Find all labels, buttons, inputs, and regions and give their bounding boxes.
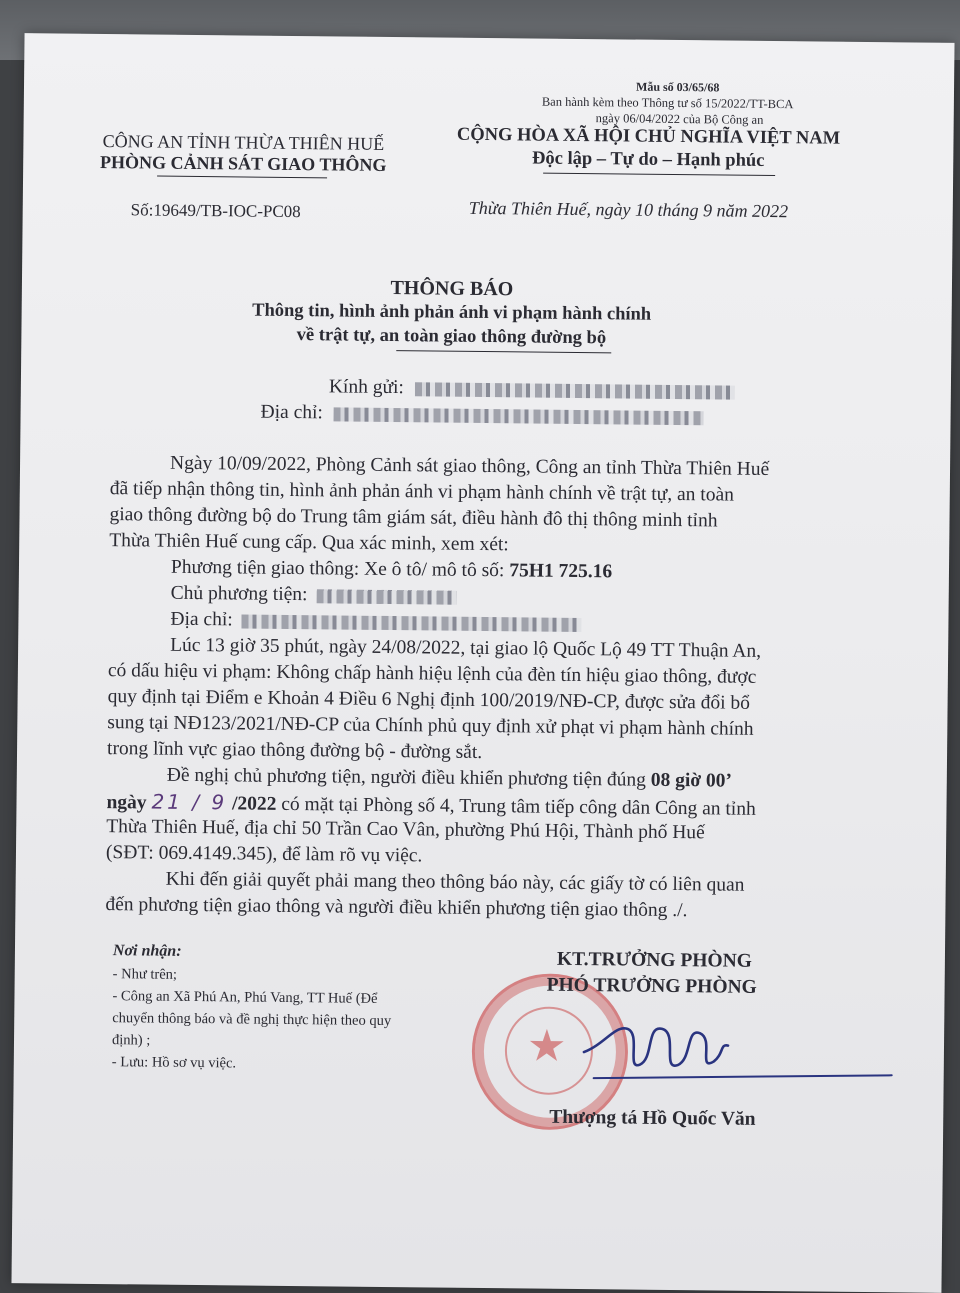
star-icon: ★ bbox=[526, 1021, 567, 1071]
recipient-item-1: - Như trên; bbox=[112, 966, 178, 983]
violation-line-5: trong lĩnh vực giao thông đường bộ - đường sắt. bbox=[106, 738, 483, 763]
day-label: ngày bbox=[106, 792, 147, 814]
owner-line bbox=[171, 581, 457, 610]
country-name: CỘNG HÒA XÃ HỘI CHỦ NGHĨA VIỆT NAM bbox=[456, 124, 841, 149]
agency-department: PHÒNG CẢNH SÁT GIAO THÔNG bbox=[99, 151, 387, 175]
owner-label: Chủ phương tiện: bbox=[170, 582, 308, 606]
recipient-item-2-line-1: - Công an Xã Phú An, Phú Vang, TT Huế (Để bbox=[112, 988, 378, 1007]
redacted-owner-name bbox=[316, 589, 456, 604]
closing-line-1: Khi đến giải quyết phải mang theo thông báo này, các giấy tờ có liên quan bbox=[165, 868, 745, 896]
owner-address-label: Địa chỉ: bbox=[170, 608, 233, 631]
body-paragraph-1-line-3: giao thông đường bộ do Trung tâm giám sát, điều hành đô thị thông minh tỉnh bbox=[109, 504, 718, 532]
body-paragraph-1-line-4: Thừa Thiên Huế cung cấp. Qua xác minh, xem xét: bbox=[109, 530, 509, 556]
signature-authority: KT.TRƯỞNG PHÒNG bbox=[556, 948, 753, 972]
agency-name: CÔNG AN TỈNH THỪA THIÊN HUẾ bbox=[102, 130, 385, 154]
signature-position: PHÓ TRƯỞNG PHÒNG bbox=[546, 974, 757, 998]
handwritten-day: 21 / 9 bbox=[151, 789, 228, 815]
to-label: Kính gửi: bbox=[328, 376, 405, 399]
request-line-4: (SĐT: 069.4149.345), để làm rõ vụ việc. bbox=[105, 842, 423, 867]
motto-underline bbox=[543, 173, 775, 176]
document-number: Số:19649/TB-IOC-PC08 bbox=[130, 200, 301, 222]
form-number: Mẫu số 03/65/68 bbox=[635, 79, 720, 95]
recipients-label: Nơi nhận: bbox=[112, 942, 182, 960]
closing-line-2: đến phương tiện giao thông và người điều khiển phương tiện giao thông ./. bbox=[105, 894, 688, 922]
redacted-recipient-name bbox=[415, 382, 735, 399]
request-line-3: Thừa Thiên Huế, địa chỉ 50 Trần Cao Vân, phường Phú Hội, Thành phố Huế bbox=[106, 816, 705, 844]
request-text: Đề nghị chủ phương tiện, người điều khiển phương tiện đúng bbox=[166, 764, 647, 791]
body-paragraph-1-line-1: Ngày 10/09/2022, Phòng Cảnh sát giao thông, Công an tỉnh Thừa Thiên Huế bbox=[169, 452, 770, 480]
body-paragraph-1-line-2: đã tiếp nhận thông tin, hình ảnh phản ánh vi phạm hành chính về trật tự, an toàn bbox=[109, 478, 735, 506]
appointment-time: 08 giờ 00’ bbox=[650, 769, 733, 792]
agency-underline bbox=[157, 176, 327, 179]
request-location: có mặt tại Phòng số 4, Trung tâm tiếp công dân Công an tỉnh bbox=[281, 793, 756, 820]
violation-line-2: có dấu hiệu vi phạm: Không chấp hành hiệu lệnh của đèn tín hiệu giao thông, được bbox=[107, 660, 757, 688]
violation-line-1: Lúc 13 giờ 35 phút, ngày 24/08/2022, tại giao lộ Quốc Lộ 49 TT Thuận An, bbox=[170, 634, 762, 662]
vehicle-label: Phương tiện giao thông: Xe ô tô/ mô tô số: bbox=[170, 556, 505, 582]
notice-title: THÔNG BÁO bbox=[390, 277, 514, 301]
license-plate: 75H1 725.16 bbox=[509, 560, 613, 583]
national-motto: Độc lập – Tự do – Hạnh phúc bbox=[532, 148, 765, 171]
notice-document bbox=[11, 33, 954, 1293]
place-date: Thừa Thiên Huế, ngày 10 tháng 9 năm 2022 bbox=[468, 197, 789, 222]
recipient-item-3: - Lưu: Hồ sơ vụ việc. bbox=[111, 1054, 237, 1072]
title-underline bbox=[396, 350, 611, 353]
handwritten-signature bbox=[573, 1004, 904, 1107]
address-label: Địa chỉ: bbox=[260, 401, 324, 424]
redacted-recipient-address bbox=[334, 407, 704, 425]
violation-line-3: quy định tại Điểm e Khoản 4 Điều 6 Nghị định 100/2019/NĐ-CP, được sửa đổi bổ bbox=[107, 686, 751, 714]
recipient-item-2-line-2: chuyển thông báo và đề nghị thực hiện theo quy bbox=[112, 1010, 392, 1030]
issued-with: Ban hành kèm theo Thông tư số 15/2022/TT-BCA bbox=[541, 94, 794, 112]
appointment-year: /2022 bbox=[231, 793, 277, 815]
recipient-address-line bbox=[260, 400, 703, 431]
notice-subtitle-line-2: về trật tự, an toàn giao thông đường bộ bbox=[296, 325, 607, 349]
signer-name: Thượng tá Hồ Quốc Văn bbox=[549, 1106, 756, 1130]
issued-date: ngày 06/04/2022 của Bộ Công an bbox=[595, 111, 764, 127]
notice-subtitle-line-1: Thông tin, hình ảnh phản ánh vi phạm hành chính bbox=[252, 300, 652, 325]
violation-line-4: sung tại NĐ123/2021/NĐ-CP của Chính phủ quy định xử phạt vi phạm hành chính bbox=[107, 712, 754, 740]
redacted-owner-address bbox=[242, 614, 582, 632]
recipient-item-2-line-3: định) ; bbox=[111, 1032, 151, 1049]
